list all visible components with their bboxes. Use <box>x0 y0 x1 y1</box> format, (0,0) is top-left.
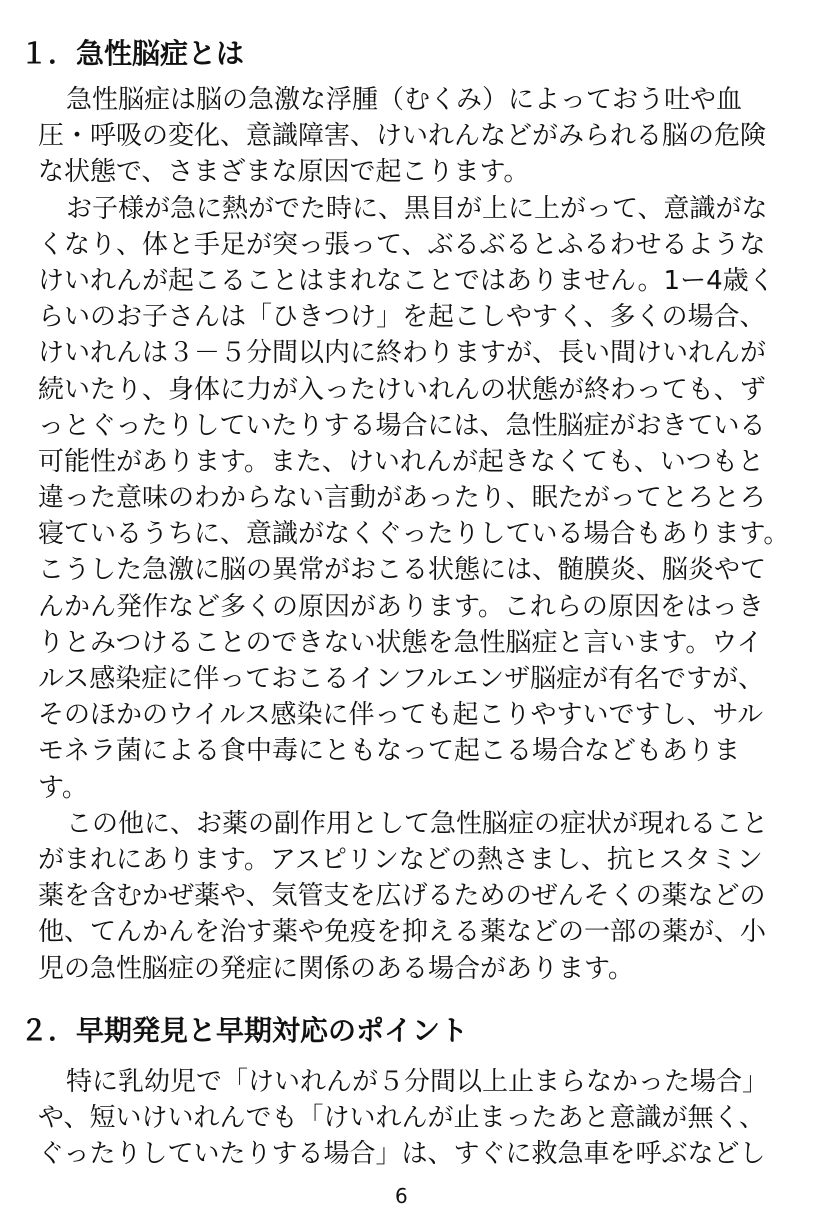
paragraph-line: 急性脳症は脳の急激な浮腫（むくみ）によっておう吐や血 <box>66 85 743 115</box>
paragraph-line: りとみつけることのできない状態を急性脳症と言います。ウイ <box>38 627 763 658</box>
page-number: 6 <box>395 1184 408 1208</box>
paragraph-line: んかん発作など多くの原因があります。これらの原因をはっき <box>38 591 764 622</box>
paragraph-line: 続いたり、身体に力が入ったけいれんの状態が終わっても、ず <box>38 374 766 405</box>
paragraph-line: けいれんは３－５分間以内に終わりますが、長い間けいれんが <box>38 338 767 369</box>
paragraph-line: な状態で、さまざまな原因で起こります。 <box>38 157 530 188</box>
paragraph-line: や、短いけいれんでも「けいれんが止まったあと意識が無く、 <box>38 1103 765 1134</box>
paragraph-line: 児の急性脳症の発症に関係のある場合があります。 <box>38 953 634 984</box>
paragraph-line: ルス感染症に伴っておこるインフルエンザ脳症が有名ですが、 <box>38 664 765 694</box>
paragraph-line: 特に乳幼児で「けいれんが５分間以上止まらなかった場合」 <box>66 1067 769 1097</box>
paragraph-line: 薬を含むかぜ薬や、気管支を広げるためのぜんそくの薬などの <box>38 881 766 912</box>
paragraph-line: らいのお子さんは「ひきつけ」を起こしやすく、多くの場合、 <box>38 302 766 333</box>
paragraph-line: そのほかのウイルス感染に伴っても起こりやすいですし、サル <box>38 700 764 731</box>
paragraph-line: す。 <box>38 772 88 803</box>
paragraph-line: 違った意味のわからない言動があったり、眠たがってとろとろ <box>38 483 766 514</box>
paragraph-line: けいれんが起こることはまれなことではありません。1ー4歳く <box>38 265 775 296</box>
paragraph-line: ぐったりしていたりする場合」は、すぐに救急車を呼ぶなどし <box>38 1139 766 1170</box>
paragraph-line: 可能性があります。また、けいれんが起きなくても、いつもと <box>38 446 764 477</box>
paragraph-line: お子様が急に熱がでた時に、黒目が上に上がって、意識がな <box>66 193 768 224</box>
section-heading-2: ２．早期発見と早期対応のポイント <box>20 1014 469 1047</box>
paragraph-line: っとぐったりしていたりする場合には、急性脳症がおきている <box>38 410 766 441</box>
paragraph-line: 圧・呼吸の変化、意識障害、けいれんなどがみられる脳の危険 <box>38 121 767 152</box>
paragraph-line: 他、てんかんを治す薬や免疫を抑える薬などの一部の薬が、小 <box>38 917 767 948</box>
paragraph-line: がまれにあります。アスピリンなどの熱さまし、抗ヒスタミン <box>38 844 763 875</box>
paragraph-line: この他に、お薬の副作用として急性脳症の症状が現れること <box>66 808 769 839</box>
paragraph-line: モネラ菌による食中毒にともなって起こる場合などもありま <box>38 736 741 767</box>
paragraph-line: 寝ているうちに、意識がなくぐったりしている場合もあります。 <box>38 519 790 550</box>
paragraph-line: くなり、体と手足が突っ張って、ぶるぶるとふるわせるような <box>38 229 766 260</box>
section-2-body <box>38 1064 798 1173</box>
section-heading-1: １．急性脳症とは <box>20 37 245 70</box>
paragraph-line: こうした急激に脳の異常がおこる状態には、髄膜炎、脳炎やて <box>38 555 767 586</box>
section-1-body <box>38 82 798 987</box>
